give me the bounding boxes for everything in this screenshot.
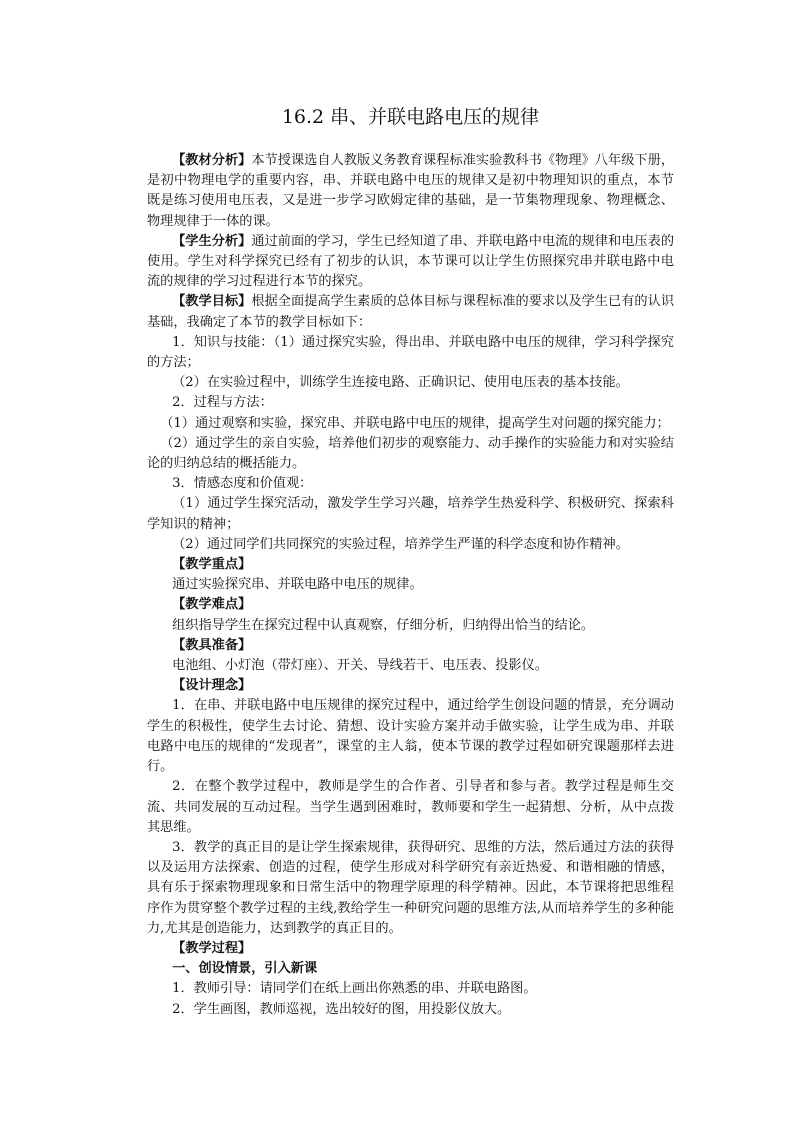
tools-text: 电池组、小灯泡（带灯座）、开关、导线若干、电压表、投影仪。 bbox=[172, 658, 548, 674]
page-title: 16.2 串、并联电路电压的规律 bbox=[281, 106, 540, 128]
process-item: 2．学生画图，教师巡视，选出较好的图，用投影仪放大。 bbox=[172, 1001, 511, 1017]
student-text: 通过前面的学习，学生已经知道了串、并联电路中电流的规律和电压表的使用。学生对科学探究已经有了初步的认识，本节课可以让学生仿照探究串并联电路中电流的规律的学习过程进行本节的探究。 bbox=[147, 233, 675, 290]
goal-item: （2）在实验过程中，训练学生连接电路、正确识记、使用电压表的基本技能。 bbox=[172, 375, 629, 391]
key-label: 【教学重点】 bbox=[172, 557, 252, 573]
goals-paragraph bbox=[147, 292, 674, 332]
goal-item: 1．知识与技能：（1）通过探究实验，得出串、并联电路中电压的规律，学习科学探究的方法； bbox=[147, 334, 674, 371]
goals-label: 【教学目标】 bbox=[172, 294, 252, 310]
material-label: 【教材分析】 bbox=[172, 153, 252, 168]
goal-item: （2）通过学生的亲自实验，培养他们初步的观察能力、动手操作的实验能力和对实验结论的归纳总结的概括能力。 bbox=[147, 435, 674, 472]
student-paragraph bbox=[147, 232, 674, 293]
student-label: 【学生分析】 bbox=[172, 233, 252, 249]
concept-label: 【设计理念】 bbox=[172, 678, 252, 694]
tools-label: 【教具准备】 bbox=[172, 637, 252, 653]
difficulty-text: 组织指导学生在探究过程中认真观察，仔细分析，归纳得出恰当的结论。 bbox=[172, 617, 595, 633]
process-heading: 一、创设情景，引入新课 bbox=[172, 961, 318, 977]
goals-text: 根据全面提高学生素质的总体目标与课程标准的要求以及学生已有的认识基础，我确定了本节的教学目标如下： bbox=[147, 294, 675, 330]
difficulty-label: 【教学难点】 bbox=[172, 597, 252, 613]
goal-item: 3．情感态度和价值观： bbox=[172, 476, 313, 492]
concept-item: 2．在整个教学过程中，教师是学生的合作者、引导者和参与者。教学过程是师生交流、共同发展的互动过程。当学生遇到困难时，教师要和学生一起猜想、分析，从中点拨其思维。 bbox=[147, 779, 674, 835]
document-page bbox=[147, 104, 674, 1020]
goal-item: （1）通过学生探究活动，激发学生学习兴趣，培养学生热爱科学、积极研究、探索科学知识的精神； bbox=[147, 496, 674, 532]
material-paragraph bbox=[147, 151, 674, 232]
process-item: 1．教师引导：请同学们在纸上画出你熟悉的串、并联电路图。 bbox=[172, 981, 537, 997]
goal-item: （2）通过同学们共同探究的实验过程，培养学生严谨的科学态度和协作精神。 bbox=[172, 536, 629, 552]
goal-item: （1）通过观察和实验，探究串、并联电路中电压的规律，提高学生对问题的探究能力； bbox=[160, 415, 670, 431]
key-text: 通过实验探究串、并联电路中电压的规律。 bbox=[172, 577, 423, 593]
process-label: 【教学过程】 bbox=[172, 940, 252, 956]
concept-item: 1．在串、并联电路中电压规律的探究过程中，通过给学生创设问题的情景，充分调动学生的积极性，使学生去讨论、猜想、设计实验方案并动手做实验，让学生成为串、并联电路中电压的规律的“发现者”，课堂的主人翁，使本节课的教学过程如研究课题那样去进行。 bbox=[147, 698, 674, 775]
goal-item: 2．过程与方法： bbox=[172, 395, 273, 411]
material-text: 本节授课选自人教版义务教育课程标准实验教科书《物理》八年级下册，是初中物理电学的重要内容，串、并联电路中电压的规律又是初中物理知识的重点，本节既是练习使用电压表，又是进一步学习欧姆定律的基础，是一节集物理现象、物理概念、物理规律于一体的课。 bbox=[147, 153, 675, 229]
concept-item: 3．教学的真正目的是让学生探索规律，获得研究、思维的方法，然后通过方法的获得以及运用方法探索、创造的过程，使学生形成对科学研究有亲近热爱、和谐相融的情感，具有乐于探索物理现象和日常生活中的物理学原理的科学精神。因此，本节课将把思维程序作为贯穿整个教学过程的主线,教给学生一种研究问题的思维方法,从而培养学生的多种能力,尤其是创造能力，达到教学的真正目的。 bbox=[147, 839, 674, 936]
